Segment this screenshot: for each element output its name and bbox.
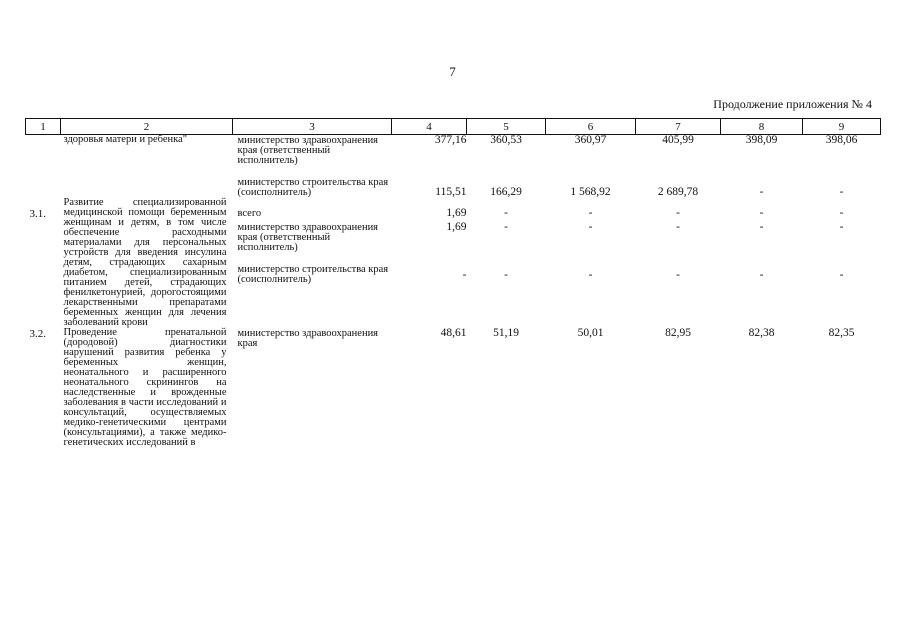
budget-table (25, 118, 881, 448)
value-cell (803, 135, 881, 199)
value-cell (392, 328, 467, 448)
executor-label: министерство строительства края (соисполнитель) (237, 177, 389, 198)
amount-value: - (588, 269, 593, 281)
value-cell (721, 198, 803, 328)
event-name: здоровья матери и ребенка" (63, 134, 187, 145)
value-cell (721, 328, 803, 448)
amount-value: 51,19 (493, 327, 519, 339)
table-row (26, 135, 881, 199)
row-number (26, 135, 61, 199)
amount-value: 1,69 (446, 221, 467, 233)
executor-label: министерство здравоохранения края (ответственный исполнитель) (237, 222, 379, 253)
page-number: 7 (449, 64, 456, 79)
column-header: 4 (392, 119, 467, 135)
executor-label: министерство строительства края (соисполнитель) (237, 264, 389, 285)
amount-value: - (676, 269, 680, 281)
amount-value: - (759, 269, 764, 281)
column-header: 2 (61, 119, 233, 135)
value-cell (803, 198, 881, 328)
amount-value: 2 689,78 (657, 186, 699, 198)
column-header: 3 (233, 119, 392, 135)
column-header: 1 (26, 119, 61, 135)
amount-value: 48,61 (440, 327, 467, 339)
amount-value: 166,29 (490, 186, 522, 198)
amount-value: 398,06 (825, 134, 858, 146)
value-cell (721, 135, 803, 199)
amount-value: 115,51 (435, 186, 467, 198)
appendix-continuation-note: Продолжение приложения № 4 (713, 97, 872, 111)
amount-value: 360,97 (574, 134, 607, 146)
executor-label: всего (237, 208, 262, 219)
row-number: 3.1. (29, 208, 46, 220)
amount-value: - (504, 207, 508, 219)
column-header: 9 (803, 119, 881, 135)
value-cell (392, 135, 467, 199)
amount-value: 82,38 (748, 327, 775, 339)
value-cell (546, 135, 636, 199)
value-cell (546, 198, 636, 328)
executor-cell (233, 135, 392, 199)
value-cell (636, 328, 721, 448)
amount-value: 82,35 (828, 327, 855, 339)
amount-value: 1 568,92 (570, 186, 611, 198)
executor-label: министерство здравоохранения края (237, 328, 379, 349)
value-cell (636, 135, 721, 199)
value-cell (803, 328, 881, 448)
amount-value: - (588, 207, 593, 219)
table-header-row (26, 119, 881, 135)
amount-value: 82,95 (665, 327, 691, 339)
table-body (26, 135, 881, 449)
column-header: 8 (721, 119, 803, 135)
value-cell (467, 198, 546, 328)
amount-value: 50,01 (577, 327, 604, 339)
value-cell (546, 328, 636, 448)
table-row (26, 198, 881, 328)
executor-cell (233, 328, 392, 448)
amount-value: 1,69 (446, 207, 467, 219)
amount-value: 405,99 (662, 134, 694, 146)
amount-value: - (504, 269, 508, 281)
amount-value: 377,16 (434, 134, 467, 146)
value-cell (467, 135, 546, 199)
amount-value: - (839, 207, 844, 219)
amount-value: - (839, 186, 844, 198)
value-cell (467, 328, 546, 448)
amount-value: 398,09 (745, 134, 778, 146)
executor-label: министерство здравоохранения края (ответственный исполнитель) (237, 135, 379, 166)
amount-value: - (759, 221, 764, 233)
table-row (26, 328, 881, 448)
amount-value: - (759, 186, 764, 198)
amount-value: - (676, 207, 680, 219)
amount-value: - (588, 221, 593, 233)
column-header: 6 (546, 119, 636, 135)
amount-value: - (839, 221, 844, 233)
amount-value: 360,53 (490, 134, 522, 146)
amount-value: - (676, 221, 680, 233)
event-name: Развитие специализированной медицинской помощи беременным женщинам и детям, в том числе обеспечение расходными материалами для персональных устройств для введения инсулина детям, страдающих сахарным диабетом, специализированным питанием детей, страдающих фенилкетонурией, дорогостоящими лекарственными препаратами беременных женщин для лечения заболеваний крови (63, 197, 227, 328)
value-cell (392, 198, 467, 328)
amount-value: - (839, 269, 844, 281)
value-cell (636, 198, 721, 328)
event-name: Проведение пренатальной (дородовой) диагностики нарушений развития ребенка у беременных женщин, неонатального и расширенного неонатального скринингов на наследственные и врожденные заболевания в части исследований и консультаций, осуществляемых медико-генетическими центрами (консультациями), а также медико-генетических исследований в (63, 327, 227, 448)
amount-value: - (504, 221, 508, 233)
executor-cell (233, 198, 392, 328)
column-header: 5 (467, 119, 546, 135)
row-number: 3.2. (29, 328, 46, 340)
amount-value: - (759, 207, 764, 219)
column-header: 7 (636, 119, 721, 135)
amount-value: - (462, 269, 467, 281)
